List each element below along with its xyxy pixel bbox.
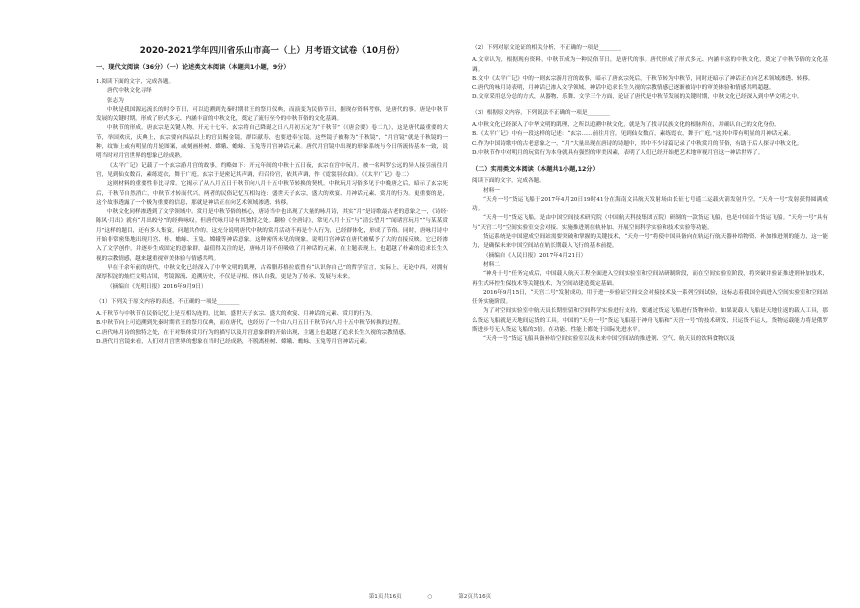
essay-paragraph: 《太平广记》记载了一个玄宗游月宫的故事，约略如下：开元年间的中秋十五日夜，玄宗在宫中玩月，被一名叫罗公远的异人接引前往月宫，见到仙女数百，素练霓衣，舞于广庭。玄宗于是密记其声调，归召伶官，依其声调，作《霓裳羽衣曲》。（《太平广记》卷二） (96, 162, 448, 178)
essay-title: 唐代中秋文化寻绎 (107, 88, 152, 95)
instruction-2: 阅读下面的文字，完成各题。 (472, 178, 545, 185)
question-2-option-c: C.唐代的咏月诗表明，月神话已渗入文学领域，神话中追求长生久视的宗教情感已逐渐被诗中的审美体验和情感共鸣超越。 (472, 85, 775, 92)
question-2-option-d: D.文章采用总分总的方式，从器物、乐舞、文学三个方面，论证了唐代是中秋节发展的关键时期，中秋文化已经深入到中华文明之中。 (472, 94, 803, 101)
material-2-paragraph: 2016年9月15日，“天宫二号”发射成功，用于进一步验证空间交会对接技术及一系列空间试验，这标志着我国全面进入空间实验室和空间站任务实施阶段。 (472, 289, 828, 306)
material-2-label: 材料二 (483, 261, 500, 268)
material-1-source: （摘编自《人民日报》2017年4月21日） (483, 252, 587, 259)
page-number-right: 第2页共16页 (458, 594, 492, 600)
question-1: （1）下列关于原文内容的表述，不正确的一项是________ (96, 298, 240, 305)
question-1-option-b: B.中秋节向上可追溯到先秦时期君王的祭月仪典，而在唐代，也经历了一个由八月五日千秋节向八月十五中秋节转换的过程。 (96, 320, 404, 327)
essay-paragraph: 这则材料的重要性非比寻常。它揭示了从八月五日千秋节向八月十五中秋节转换的契机。中秋玩月习俗多见于中晚唐之后，暗示了玄宗死后，千秋节自然消亡，中秋节才转而代兴。两者的民俗记忆互相勾连：盛世天子玄宗，盛大的欢宴、月神话元素、赏月的行为。更重要的是，这个故事透露了一个极为重要的信息，那就是神话正在向艺术领域渗透、转移。 (96, 181, 448, 206)
right-column (472, 0, 828, 345)
material-2-paragraph: “神舟十号”任务完成后，中国载人航天工程全面进入空间实验室和空间站研制阶段，而在空间实验室阶段，将突破并验证推进剂补加技术，再生式环控生保技术等关键技术，为空间站建造奠定基础。 (472, 271, 828, 287)
question-1-option-d: D.唐代月宫镜来看，人们对月宫世界的想象在当时已经成熟，不脱离桂树、嫦娥、蟾蜍、玉兔等月宫神话元素。 (96, 339, 371, 346)
page-divider-mark: ○ (427, 594, 433, 600)
question-3-option-d: D.中秋节作中对明月的玩赏行为本身就具有强烈的审美因素，表明了人们已经开始把艺术地审视月宫这一神话世界了。 (472, 149, 764, 156)
essay-paragraph: 中秋节的形成，唐玄宗是关键人物。开元十七年，玄宗将自己降诞之日八月初五定为“千秋节”（《唐会要》卷二九），这是唐代最重要的大节，举国欢庆，庆典上，玄宗要向四品以上的官员赐金镜，群臣献寿，也要进奉宝镜。这些镜子被称为“千秋镜”，“月宫镜”就是千秋镜的一种，纹饰上或有明显的月轮图案，或刻画桂树、嫦娥、蟾蜍、玉兔等月宫神话元素。唐代月宫镜中出现的形象系统与今日所流传基本一致，说明当时对月宫世界的想象已经成熟。 (96, 125, 448, 160)
question-1-option-a: A.千秋节与中秋节在民俗记忆上是互相勾连的，比如，盛世天子玄宗、盛大的欢宴、月神话的元素、赏月的行为。 (96, 311, 376, 318)
section-heading-reading: 一、现代文阅读（36分）（一）论述类文本阅读（本题共1小题，9分） (96, 64, 290, 71)
material-1-paragraph: 货运系统是中国建成空间站需要突破和掌握的关键技术，“天舟一号”将使中国具备向在轨运行航天器补给物资、补加推进剂的能力，这一能力，是确保未来中国空间站在轨长期载人飞行的基本前提。 (472, 234, 828, 250)
material-1-paragraph: “天舟一号”货运飞船于2017年4月20日19时41分在海南文昌航天发射场由长征七号遥二运载火箭发射升空，“天舟一号”发射获得圆满成功。 (472, 196, 828, 213)
question-2-option-a: A.文章认为，根据现有资料，中秋节成为一种民俗节日，是唐代的事。唐代形成了形式多元、内涵丰富的中秋文化，奠定了中秋节俗的文化基调。 (472, 57, 828, 73)
page-footer (0, 592, 860, 600)
question-3-option-a: A.中秋文化已经深入了中华文明的肌理，之所以追溯中秋文化，就是为了找寻民族文化的根脉所在，并确认自己的文化身份。 (472, 122, 780, 129)
question-1-option-c: C.唐代咏月诗的独特之处，在于对集体赏月行为的描写以及月宫意象群的开始出现，主题上也超越了追求长生久视的宗教情感。 (96, 329, 410, 336)
essay-author: 张志为 (107, 97, 124, 104)
material-1-label: 材料一 (483, 187, 500, 194)
instruction: 1.阅读下面的文字，完成各题。 (96, 79, 175, 85)
essay-paragraph: 中秋是我国源远流长的时令节日，可以追溯到先秦时期君王的祭月仪典，而演变为民俗节日，据现存资料考察，是唐代的事。唐是中秋节发展的关键时期，形成了形式多元、内涵丰富的中秋文化，奠定了流行至今的中秋节俗的文化基调。 (96, 106, 448, 123)
section-heading-practical: （二）实用类文本阅读（本题共1小题,12分） (472, 166, 599, 174)
material-1-paragraph: “天舟一号”货运飞船，是由中国空间技术研究院（中国航天科技集团五院）研制的一款货运飞船，也是中国首个货运飞船。“天舟一号”具有与“天宫二号”空间实验室交会对接、实施推进剂在轨补加、开展空间科学实验和技术实验等功能。 (472, 215, 828, 231)
essay-source: （摘编自《光明日报》2016年9月9日） (107, 283, 207, 290)
question-3-option-b: B.《太平广记》中有一段这样的记述：“玄宗……前往月宫，见到仙女数百，素练霓衣，舞于广庭。”这其中带有明显的月神话元素。 (472, 131, 795, 138)
question-3-option-c: C.作为中国诗歌中的古老意象之一，“月”大量出现在唐诗的诗题中，其中不少诗篇记录了中秋赏月的节俗，有助于后人探寻中秋文化。 (472, 140, 803, 147)
question-2-option-b: B.文中《太平广记》中的一则玄宗游月宫的故事，暗示了唐玄宗死后，千秋节转为中秋节，同时还暗示了神话正在向艺术领域渗透、转移。 (472, 75, 814, 82)
material-2-paragraph: 为了对空间实验室中航天员长期驻留和空间科学实验进行支持，要通过货运飞船进行货物补给。如果说载人飞船是天地往返的载人工具，那么货运飞船就是天地间运货的工具。中国的“天舟一号”货运飞船基于神舟飞船和“天宫一号”的技术研发，只运货不运人，货物运载能力将是俄罗斯进步号无人货运飞船的3倍。在功能、性能上都处于国际先进水平。 (472, 308, 828, 334)
page-number-left: 第1页共16页 (368, 594, 402, 600)
essay-paragraph: 中秋文化同样渗透到了文学领域中。赏月是中秋节俗的核心，唐诗当中也出现了大量的咏月诗，其实“月”是诗歌最古老的意象之一，《诗经·陈风·月出》就有“月出皎兮”的经典咏叹。但唐代咏月诗有其独特之处。翻检《全唐诗》，常见八月十五”与“清公望月”“闻诸宫玩月”“与某某赏月”这样的题目，还有多人集宴，问题共作的。这充分说明唐代中秋的赏月活动不再是个人行为，已经群体化，形成了节俗。同时，唐咏月诗中开始非常密集地出现月宫、桂、蟾蜍、玉兔、嫦娥等神话意象。这种密所未见的现象，说明月宫神话在唐代被赋予了大的直接反映。它已经渗入了文学创作，并逐步生成固定的意象群。最值得关注的是，唐咏月诗不但吸收了月神话的元素，在主题表现上，也超越了朴素的追求长生久视的宗教情感，越来越重视审美体验与情感共鸣。 (96, 209, 448, 262)
essay-paragraph: 早在千余年前的唐代，中秋文化已经深入了中华文明的肌理，古希腊苏格拉底曾有“认识你自己”的哲学宣言，实际上，无论中西，对拥有深厚积淀的灿烂文明古国，考镜源流、追溯历史，不仅是寻根、体认自我，更是为了传承、发展与未来。 (96, 264, 448, 281)
left-column (96, 0, 448, 347)
question-3: （3）根据原文内容，下列说法不正确的一项是________ (472, 109, 610, 116)
material-2-paragraph: “天舟一号”货运飞船具备补给空间实验室以及未来中国空间站的推进剂、空气、航天员的饮料食物以及 (483, 336, 735, 343)
page-title: 2020-2021学年四川省乐山市高一（上）月考语文试卷（10月份） (139, 46, 405, 56)
question-2: （2）下列对原文论证的相关分析，不正确的一项是________ (472, 45, 621, 51)
